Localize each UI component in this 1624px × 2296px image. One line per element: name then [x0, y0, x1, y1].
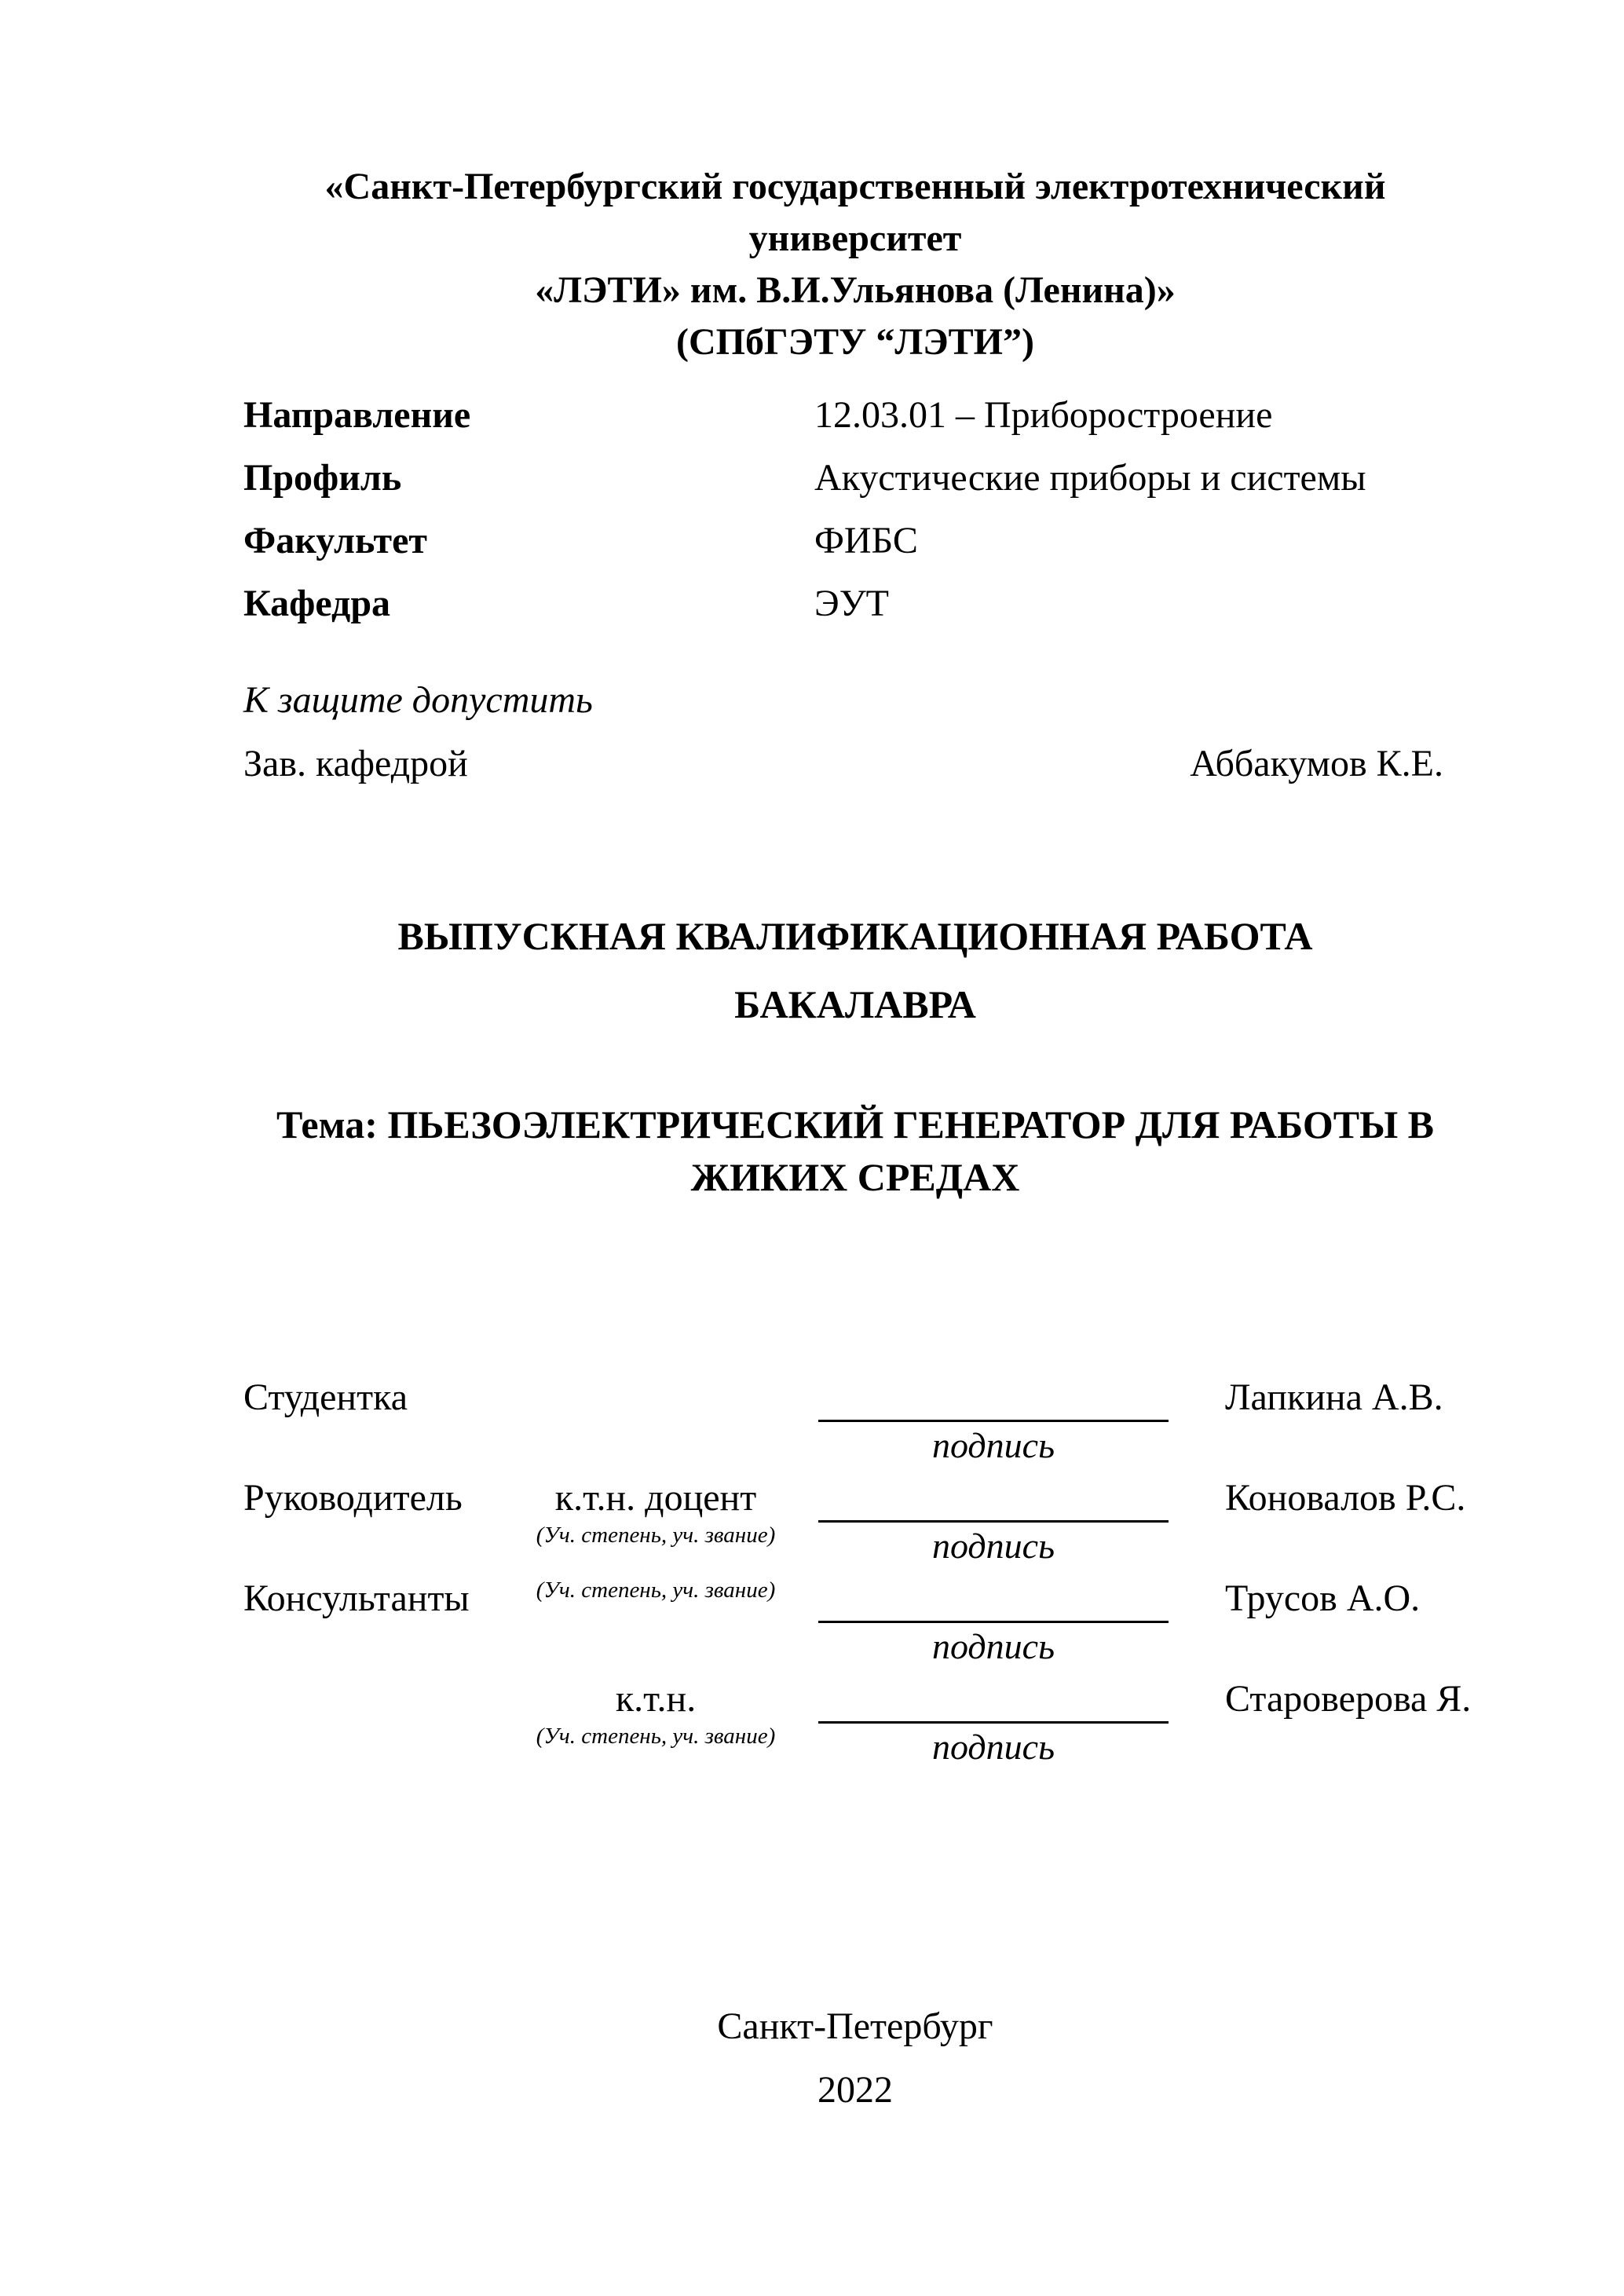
head-of-department-label: Зав. кафедрой [243, 743, 468, 784]
program-info-fields [243, 393, 1467, 625]
info-field-row-department [243, 582, 1467, 625]
thesis-theme [243, 1103, 1467, 1199]
consultant-1-degree-wrap [503, 1576, 809, 1604]
admission-block [243, 678, 1467, 785]
footer-block [243, 2005, 1467, 2111]
supervisor-degree-wrap [503, 1475, 809, 1549]
consultant-1-degree-caption: (Уч. степень, уч. звание) [536, 1578, 776, 1603]
signature-row-supervisor [243, 1475, 1467, 1568]
student-signature-caption: подпись [931, 1425, 1055, 1465]
student-name: Лапкина А.В. [1225, 1377, 1443, 1418]
university-name-line-2: университет [748, 218, 962, 259]
consultants-role-label: Консультанты [243, 1578, 470, 1619]
supervisor-name: Коновалов Р.С. [1225, 1477, 1466, 1519]
department-value: ЭУТ [814, 583, 889, 624]
signature-row-student [243, 1375, 1467, 1468]
signature-row-consultant-2 [243, 1676, 1472, 1769]
supervisor-degree: к.т.н. доцент [554, 1477, 757, 1519]
admission-note: К защите допустить [243, 679, 593, 721]
signature-row-consultant-1 [243, 1576, 1467, 1669]
consultant-2-degree: к.т.н. [615, 1678, 697, 1720]
consultant-2-degree-wrap [503, 1676, 809, 1750]
consultant-2-signature-caption: подпись [931, 1727, 1055, 1767]
consultant-2-signature-area [809, 1676, 1178, 1769]
supervisor-degree-caption: (Уч. степень, уч. звание) [536, 1523, 776, 1548]
direction-value: 12.03.01 – Приборостроение [814, 394, 1273, 436]
faculty-label: Факультет [243, 520, 427, 561]
work-type-line-2: БАКАЛАВРА [734, 982, 976, 1026]
work-type-line-1: ВЫПУСКНАЯ КВАЛИФИКАЦИОННАЯ РАБОТА [397, 914, 1313, 958]
supervisor-signature-area [809, 1475, 1178, 1568]
supervisor-signature-caption: подпись [931, 1526, 1055, 1566]
consultant-1-signature-line [818, 1576, 1169, 1623]
direction-label: Направление [243, 394, 471, 436]
admission-row [243, 742, 1467, 785]
theme-line-1: Тема: ПЬЕЗОЭЛЕКТРИЧЕСКИЙ ГЕНЕРАТОР ДЛЯ РАБОТЫ В [276, 1102, 1435, 1146]
consultant-1-signature-area [809, 1576, 1178, 1669]
department-label: Кафедра [243, 583, 391, 624]
work-type-title [243, 915, 1467, 1026]
signature-block [243, 1375, 1472, 1769]
profile-value: Акустические приборы и системы [814, 457, 1366, 499]
info-field-row-profile [243, 456, 1467, 499]
faculty-value: ФИБС [814, 520, 918, 561]
info-field-row-faculty [243, 519, 1467, 562]
footer-city: Санкт-Петербург [717, 2005, 993, 2047]
consultant-2-signature-line [818, 1676, 1169, 1724]
theme-line-2: ЖИКИХ СРЕДАХ [690, 1155, 1020, 1199]
footer-year: 2022 [817, 2069, 893, 2111]
university-name-line-1: «Санкт-Петербургский государственный электротехнический [324, 166, 1386, 207]
head-of-department-name: Аббакумов К.Е. [1190, 743, 1443, 784]
student-signature-area [809, 1375, 1178, 1468]
consultant-2-name: Староверова Я. [1225, 1678, 1472, 1720]
consultant-1-signature-caption: подпись [931, 1626, 1055, 1666]
info-field-row-direction [243, 393, 1467, 437]
university-name-line-3: «ЛЭТИ» им. В.И.Ульянова (Ленина)» [535, 269, 1176, 311]
student-role-label: Студентка [243, 1377, 408, 1418]
university-header [243, 161, 1467, 368]
supervisor-signature-line [818, 1475, 1169, 1523]
consultant-1-name: Трусов А.О. [1225, 1578, 1421, 1619]
supervisor-role-label: Руководитель [243, 1477, 463, 1519]
student-signature-line [818, 1375, 1169, 1422]
university-abbreviation: (СПбГЭТУ “ЛЭТИ”) [676, 321, 1034, 363]
consultant-2-degree-caption: (Уч. степень, уч. звание) [536, 1724, 776, 1749]
profile-label: Профиль [243, 457, 402, 499]
